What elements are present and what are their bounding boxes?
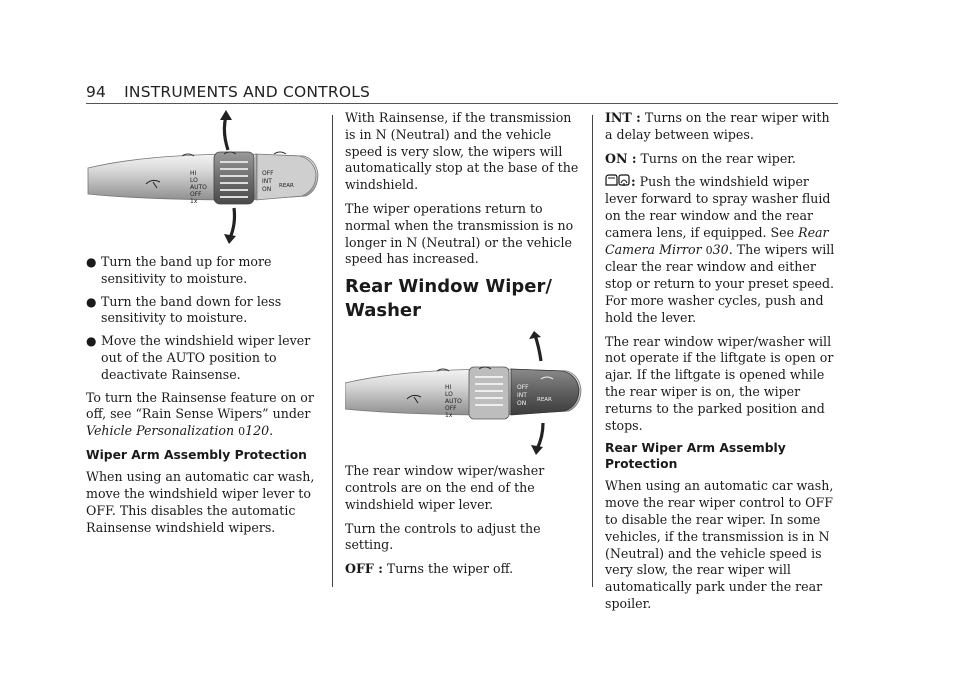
- label-rear-off: OFF: [262, 170, 274, 177]
- washer-definition: : Push the windshield wiper lever forward to spray washer fluid on the rear window and the rear camera lens, if equipped. See Rear Camera Mirror 030. The wipers will clear the rear window and either stop or return to your preset speed. For more washer cycles, push and hold the lever.: [605, 174, 835, 325]
- column-1: [86, 110, 322, 544]
- off-term: OFF :: [345, 561, 383, 577]
- int-definition: INT : Turns on the rear wiper with a delay between wipes.: [605, 110, 830, 142]
- label-off: OFF: [445, 405, 457, 413]
- rear-wiper-lever-illustration: [345, 331, 585, 457]
- rear-car-wash-paragraph: When using an automatic car wash, move the rear wiper control to OFF to disable the rear wiper. In some vehicles, if the transmission is in N (Neutral) and the vehicle speed is very slow, the rear wiper will automatically park under the rear spoiler.: [605, 478, 834, 611]
- turn-controls-paragraph: Turn the controls to adjust the setting.: [345, 520, 541, 553]
- page-ref-number[interactable]: 120: [245, 423, 270, 439]
- label-rear: REAR: [279, 183, 294, 189]
- rainsense-paragraph: To turn the Rainsense feature on or off, see “Rain Sense Wipers” under Vehicle Personalization 0120.: [86, 389, 314, 439]
- label-rear-off: OFF: [517, 384, 529, 392]
- controls-paragraph: The rear window wiper/washer controls are on the end of the windshield wiper lever.: [345, 463, 545, 512]
- off-definition: OFF : Turns the wiper off.: [345, 561, 514, 577]
- rear-washer-icon: [605, 174, 631, 187]
- column-divider-1: [332, 115, 333, 587]
- label-auto: AUTO: [445, 398, 462, 406]
- vehicle-personalization-link[interactable]: Vehicle Personalization: [86, 423, 235, 439]
- column-2: [345, 110, 585, 585]
- on-term: ON :: [605, 150, 637, 166]
- label-off: OFF: [190, 191, 202, 198]
- rear-wiper-section-heading: Rear Window Wiper/ Washer: [345, 276, 552, 322]
- page-header: [86, 83, 370, 101]
- on-definition: ON : Turns on the rear wiper.: [605, 150, 796, 166]
- section-title: INSTRUMENTS AND CONTROLS: [124, 83, 371, 101]
- page-ref-icon: 0: [238, 425, 246, 439]
- label-rear-int: INT: [262, 178, 272, 185]
- wiper-arm-protection-heading: Wiper Arm Assembly Protection: [86, 447, 307, 462]
- page-ref-icon: 0: [705, 243, 713, 257]
- label-1x: 1x: [445, 412, 453, 420]
- rear-camera-mirror-link[interactable]: Rear Camera Mirror: [605, 224, 829, 257]
- page-number: 94: [86, 83, 107, 101]
- column-3: [605, 110, 841, 620]
- label-hi: HI: [190, 170, 197, 177]
- bullet-item: ● Move the windshield wiper lever out of the AUTO position to deactivate Rainsense.: [86, 333, 311, 382]
- bullet-item: ● Turn the band down for less sensitivity to moisture.: [86, 293, 282, 326]
- column-divider-2: [592, 115, 593, 587]
- return-normal-paragraph: The wiper operations return to normal when the transmission is no longer in N (Neutral) or the vehicle speed has increased.: [345, 200, 574, 267]
- label-rear-on: ON: [262, 186, 272, 193]
- label-1x: 1x: [190, 198, 198, 205]
- int-term: INT :: [605, 110, 641, 125]
- header-rule: [86, 103, 838, 104]
- arrow-down-icon: [230, 208, 235, 238]
- arrow-up-icon: [535, 335, 541, 361]
- liftgate-paragraph: The rear window wiper/washer will not operate if the liftgate is open or ajar. If the liftgate is opened while the rear wiper is on, the wiper returns to the parked position and stops.: [605, 333, 834, 433]
- label-rear-on: ON: [517, 400, 527, 408]
- wiper-lever-illustration: [86, 110, 322, 248]
- car-wash-paragraph: When using an automatic car wash, move the windshield wiper lever to OFF. This disables the automatic Rainsense windshield wipers.: [86, 469, 315, 535]
- washer-term: :: [631, 174, 636, 190]
- arrow-up-icon: [224, 116, 228, 150]
- label-auto: AUTO: [190, 184, 207, 191]
- neutral-paragraph: With Rainsense, if the transmission is in N (Neutral) and the vehicle speed is very slow, the wipers will automatically stop at the base of the windshield.: [345, 110, 579, 193]
- rear-wiper-arm-protection-heading: Rear Wiper Arm Assembly Protection: [605, 441, 786, 471]
- arrow-down-icon: [537, 423, 543, 449]
- bullet-item: ● Turn the band up for more sensitivity to moisture.: [86, 254, 272, 286]
- page-ref-number[interactable]: 30: [712, 241, 729, 257]
- label-hi: HI: [445, 384, 452, 392]
- label-lo: LO: [445, 391, 453, 399]
- label-rear-int: INT: [517, 392, 527, 400]
- label-lo: LO: [190, 177, 198, 184]
- label-rear: REAR: [537, 397, 552, 404]
